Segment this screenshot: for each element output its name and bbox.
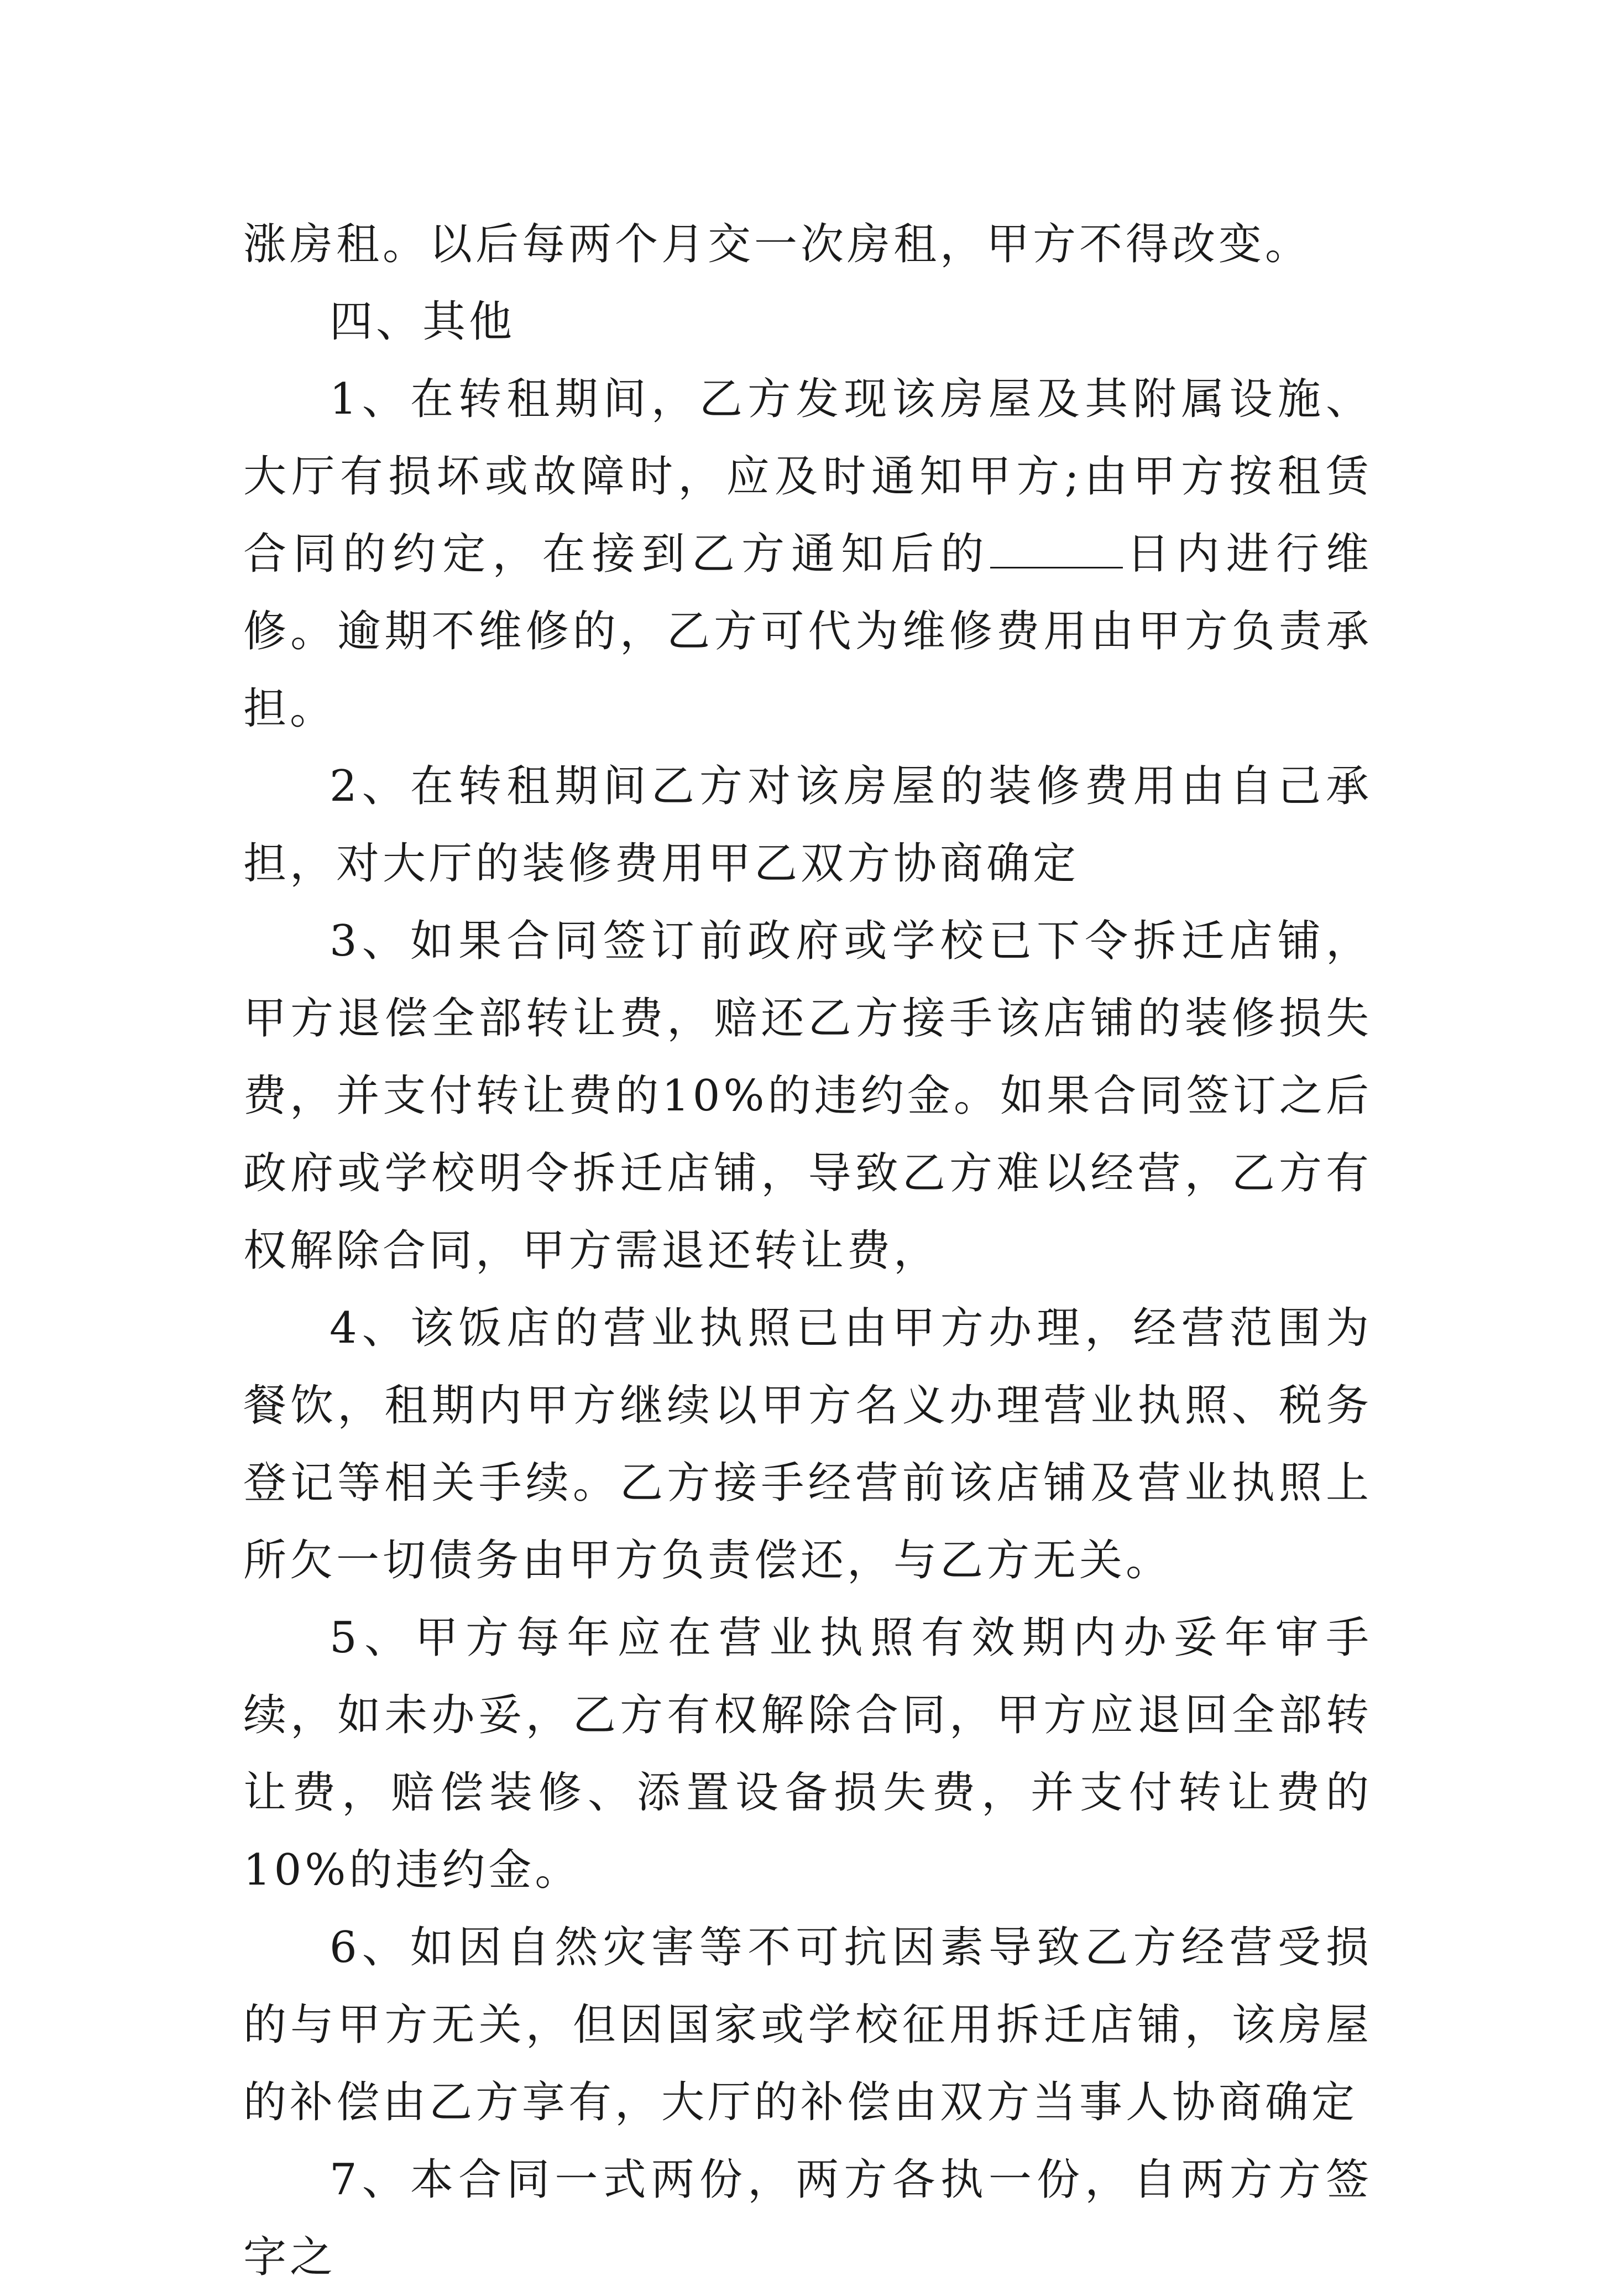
clause-1 [243,361,1372,748]
document-body [243,206,1372,2296]
clause-1-text-part1: 1、在转租期间，乙方发现该房屋及其附属设施、大厅有损坏或故障时，应及时通知甲方;由甲方按租赁合同的约定，在接到乙方通知后的 [243,374,1372,579]
clause-3-text: 3、如果合同签订前政府或学校已下令拆迁店铺，甲方退偿全部转让费，赔还乙方接手该店铺的装修损失费，并支付转让费的10%的违约金。如果合同签订之后政府或学校明令拆迁店铺，导致乙方难以经营，乙方有权解除合同，甲方需退还转让费， [243,916,1372,1276]
paragraph-continuation [243,206,1372,283]
fill-in-blank-days[interactable] [990,534,1123,568]
section-heading-other [243,283,1372,361]
paragraph-text: 涨房租。以后每两个月交一次房租，甲方不得改变。 [243,220,1312,269]
clause-7-text: 7、本合同一式两份，两方各执一份，自两方方签字之 [243,2155,1372,2282]
clause-3 [243,902,1372,1290]
clause-2 [243,748,1372,902]
section-heading-text: 四、其他 [330,297,516,347]
clause-4-text: 4、该饭店的营业执照已由甲方办理，经营范围为餐饮，租期内甲方继续以甲方名义办理营业执照、税务登记等相关手续。乙方接手经营前该店铺及营业执照上所欠一切债务由甲方负责偿还，与乙方无关。 [243,1303,1372,1585]
clause-7 [243,2141,1372,2296]
clause-4 [243,1290,1372,1599]
clause-5 [243,1599,1372,1909]
clause-2-text: 2、在转租期间乙方对该房屋的装修费用由自己承担，对大厅的装修费用甲乙双方协商确定 [243,761,1372,889]
clause-5-text: 5、甲方每年应在营业执照有效期内办妥年审手续，如未办妥，乙方有权解除合同，甲方应退回全部转让费，赔偿装修、添置设备损失费，并支付转让费的10%的违约金。 [243,1613,1372,1895]
clause-6-text: 6、如因自然灾害等不可抗因素导致乙方经营受损的与甲方无关，但因国家或学校征用拆迁店铺，该房屋的补偿由乙方享有，大厅的补偿由双方当事人协商确定 [243,1923,1372,2127]
clause-6 [243,1909,1372,2141]
clause-1-text-part2: 日内进行维修。逾期不维修的，乙方可代为维修费用由甲方负责承担。 [243,529,1372,734]
